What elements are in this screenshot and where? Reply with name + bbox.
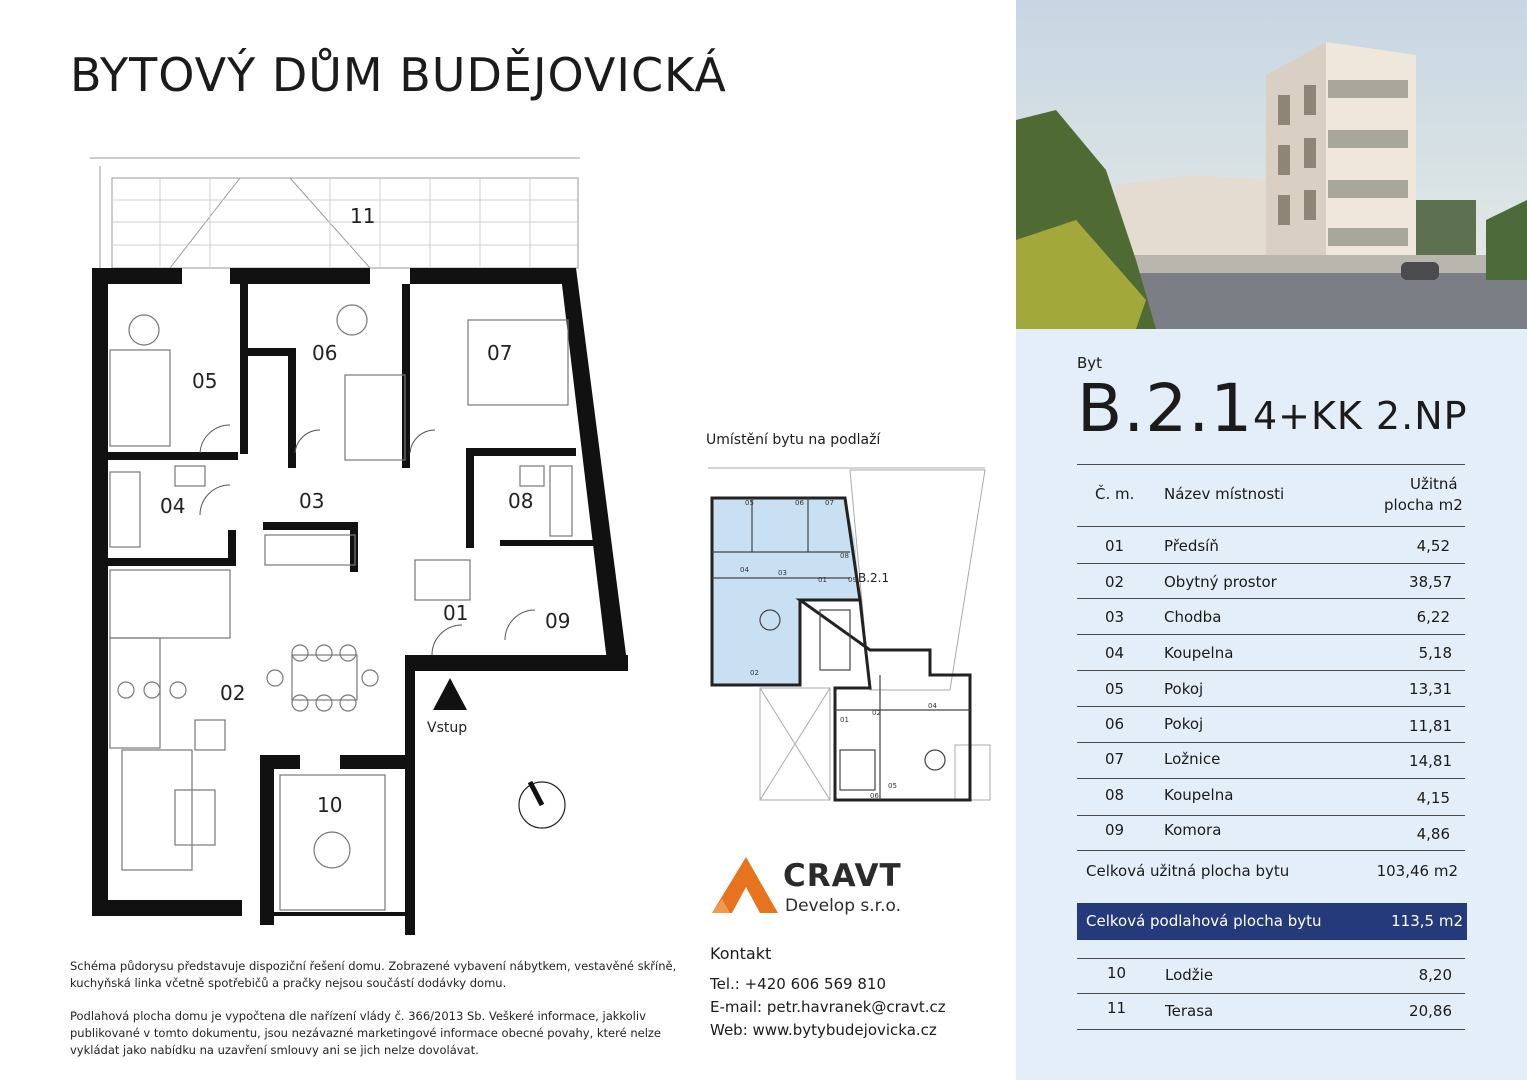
mini-label: 04 (928, 702, 937, 710)
row-area: 4,15 (1416, 789, 1450, 807)
table-header-area-unit: plocha m2 (1384, 496, 1463, 514)
room-label-06: 06 (312, 341, 338, 365)
disclaimer-furniture: Schéma půdorysu představuje dispoziční řešení domu. Zobrazené vybavení nábytkem, vestavěné skříně, kuchyňská linka včetně spotřebičů a pračky nejsou součástí dodávky domu. (70, 959, 677, 990)
mini-label: 01 (840, 716, 849, 724)
row-num: 02 (1105, 573, 1125, 591)
mini-label: 07 (825, 499, 834, 507)
room-label-08: 08 (508, 489, 534, 513)
mini-label: 02 (872, 709, 881, 717)
contact-email[interactable]: E-mail: petr.havranek@cravt.cz (710, 998, 946, 1016)
row-num: 05 (1105, 680, 1125, 698)
row-name: Terasa (1165, 1002, 1214, 1020)
row-name: Lodžie (1165, 966, 1214, 984)
contact-web[interactable]: Web: www.bytybudejovicka.cz (710, 1021, 937, 1039)
total-floor-bar (1077, 903, 1467, 940)
row-num: 06 (1105, 715, 1125, 733)
unit-code: B.2.1 (1077, 370, 1254, 447)
room-label-02: 02 (220, 681, 246, 705)
row-name: Pokoj (1164, 715, 1204, 733)
row-area: 20,86 (1409, 1002, 1452, 1020)
room-label-07: 07 (487, 341, 513, 365)
placement-unit-label: B.2.1 (858, 571, 890, 585)
contact-title: Kontakt (710, 944, 772, 963)
mini-label: 06 (870, 792, 879, 800)
row-area: 14,81 (1409, 752, 1452, 770)
table-header-num: Č. m. (1095, 485, 1135, 503)
row-name: Předsíň (1164, 537, 1219, 555)
row-num: 01 (1105, 537, 1125, 555)
row-area: 8,20 (1418, 966, 1452, 984)
row-area: 13,31 (1409, 680, 1452, 698)
mini-label: 05 (888, 782, 897, 790)
total-usable-value: 103,46 m2 (1376, 862, 1458, 880)
unit-label: Byt (1077, 354, 1103, 372)
row-area: 11,81 (1409, 717, 1452, 735)
row-num: 07 (1105, 750, 1125, 768)
table-header-name: Název místnosti (1164, 485, 1285, 503)
entrance-arrow-icon (433, 678, 467, 710)
room-label-01: 01 (443, 601, 469, 625)
row-area: 4,86 (1416, 825, 1450, 843)
mini-label: 06 (795, 499, 804, 507)
disclaimer-legal: Podlahová plocha domu je vypočtena dle nařízení vlády č. 366/2013 Sb. Veškeré informace, jakkoliv publikované v tomto dokumentu, jsou nezávazné marketingové informace obecné povahy, které nelze vykládat jako nabídku na uzavření smlouvy ani se jich nelze dovolávat. (70, 1009, 662, 1057)
logo-subtitle: Develop s.r.o. (785, 896, 901, 916)
page-title: BYTOVÝ DŮM BUDĚJOVICKÁ (70, 48, 727, 102)
mini-label: 03 (778, 569, 787, 577)
row-name: Komora (1164, 821, 1222, 839)
total-usable-label: Celková užitná plocha bytu (1086, 862, 1290, 880)
room-label-05: 05 (192, 369, 218, 393)
mini-label: 02 (750, 669, 759, 677)
total-floor-label: Celková podlahová plocha bytu (1086, 912, 1322, 930)
contact-phone[interactable]: Tel.: +420 606 569 810 (710, 975, 886, 993)
room-label-10: 10 (317, 793, 343, 817)
table-header-area: Užitná (1410, 475, 1458, 493)
unit-type: 4+KK 2.NP (1253, 394, 1468, 438)
floor-plan (80, 150, 640, 940)
row-area: 38,57 (1409, 573, 1452, 591)
room-label-03: 03 (299, 489, 325, 513)
row-name: Koupelna (1164, 644, 1234, 662)
row-name: Obytný prostor (1164, 573, 1277, 591)
row-area: 5,18 (1418, 644, 1452, 662)
row-num: 09 (1105, 821, 1125, 839)
row-name: Koupelna (1164, 786, 1234, 804)
mini-label: 01 (818, 576, 827, 584)
entrance-label: Vstup (427, 720, 468, 736)
room-label-04: 04 (160, 494, 186, 518)
total-floor-value: 113,5 m2 (1391, 912, 1463, 930)
room-label-11: 11 (350, 204, 376, 228)
mini-label: 04 (740, 566, 749, 574)
row-num: 03 (1105, 608, 1125, 626)
row-num: 08 (1105, 786, 1125, 804)
room-label-09: 09 (545, 609, 571, 633)
building-photo (1016, 0, 1527, 329)
mini-label: 09 (848, 576, 857, 584)
logo-name: CRAVT (783, 858, 902, 894)
row-num: 11 (1107, 999, 1127, 1017)
row-name: Pokoj (1164, 680, 1204, 698)
placement-plan (700, 460, 1000, 805)
row-num: 10 (1107, 964, 1127, 982)
mini-label: 05 (745, 499, 754, 507)
mini-label: 08 (840, 552, 849, 560)
row-area: 6,22 (1416, 608, 1450, 626)
row-name: Ložnice (1164, 750, 1221, 768)
placement-title: Umístění bytu na podlaží (706, 432, 881, 448)
row-num: 04 (1105, 644, 1125, 662)
row-area: 4,52 (1416, 537, 1450, 555)
row-name: Chodba (1164, 608, 1222, 626)
